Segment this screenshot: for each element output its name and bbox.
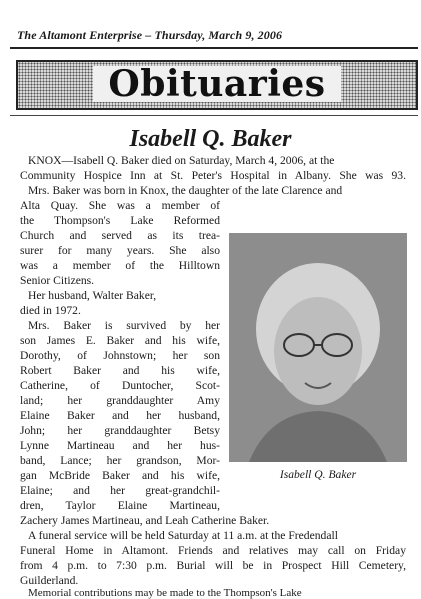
body-line: KNOX—Isabell Q. Baker died on Saturday, March 4, 2006, at the	[28, 154, 335, 167]
portrait-photo-illustration	[229, 233, 407, 462]
body-line: Community Hospice Inn at St. Peter's Hospital in Albany. She was 93.	[20, 169, 406, 182]
body-line: from 4 p.m. to 7:30 p.m. Burial will be in Prospect Hill Cemetery,	[20, 559, 406, 572]
body-line: Alta Quay. She was a member of	[20, 199, 220, 212]
body-line: was a member of the Hilltown	[20, 259, 220, 272]
body-line: Senior Citizens.	[20, 274, 95, 287]
body-line: Mrs. Baker was born in Knox, the daughter of the late Clarence and	[28, 184, 343, 197]
photo-caption: Isabell Q. Baker	[279, 468, 357, 481]
body-line: son James E. Baker and his wife,	[20, 334, 220, 347]
body-line: Lynne Martineau and her hus-	[20, 439, 220, 452]
section-title: Obituaries	[108, 63, 326, 105]
body-line: Zachery James Martineau, and Leah Catherine Baker.	[20, 514, 270, 527]
body-line: gan McBride Baker and his wife,	[20, 469, 220, 482]
body-line: land; her granddaughter Amy	[20, 394, 220, 407]
body-line: dren, Taylor Elaine Martineau,	[20, 499, 220, 512]
body-line: Memorial contributions may be made to the Thompson's Lake	[28, 587, 302, 599]
section-rule	[10, 115, 418, 116]
body-line: Her husband, Walter Baker,	[28, 289, 157, 302]
obituary-headline: Isabell Q. Baker	[129, 126, 292, 152]
body-line: Guilderland.	[20, 574, 79, 587]
body-line: Funeral Home in Altamont. Friends and relatives may call on Friday	[20, 544, 406, 557]
section-banner	[16, 60, 418, 110]
body-line: Elaine Baker and her husband,	[20, 409, 220, 422]
body-line: John; her granddaughter Betsy	[20, 424, 220, 437]
masthead: The Altamont Enterprise – Thursday, March 9, 2006	[17, 28, 283, 42]
body-line: Robert Baker and his wife,	[20, 364, 220, 377]
portrait-photo	[229, 233, 407, 462]
body-line: Church and served as its trea-	[20, 229, 220, 242]
body-line: died in 1972.	[20, 304, 81, 317]
body-line: Mrs. Baker is survived by her	[28, 319, 220, 332]
body-line: the Thompson's Lake Reformed	[20, 214, 220, 227]
body-line: A funeral service will be held Saturday at 11 a.m. at the Fredendall	[28, 529, 338, 542]
section-banner-plate	[93, 63, 341, 105]
body-line: Catherine, of Duntocher, Scot-	[20, 379, 220, 392]
masthead-rule	[10, 47, 418, 49]
body-line: Dorothy, of Johnstown; her son	[20, 349, 220, 362]
body-line: Elaine; and her great-grandchil-	[20, 484, 220, 497]
body-line: surer for many years. She also	[20, 244, 220, 257]
body-line: band, Lance; her grandson, Mor-	[20, 454, 220, 467]
